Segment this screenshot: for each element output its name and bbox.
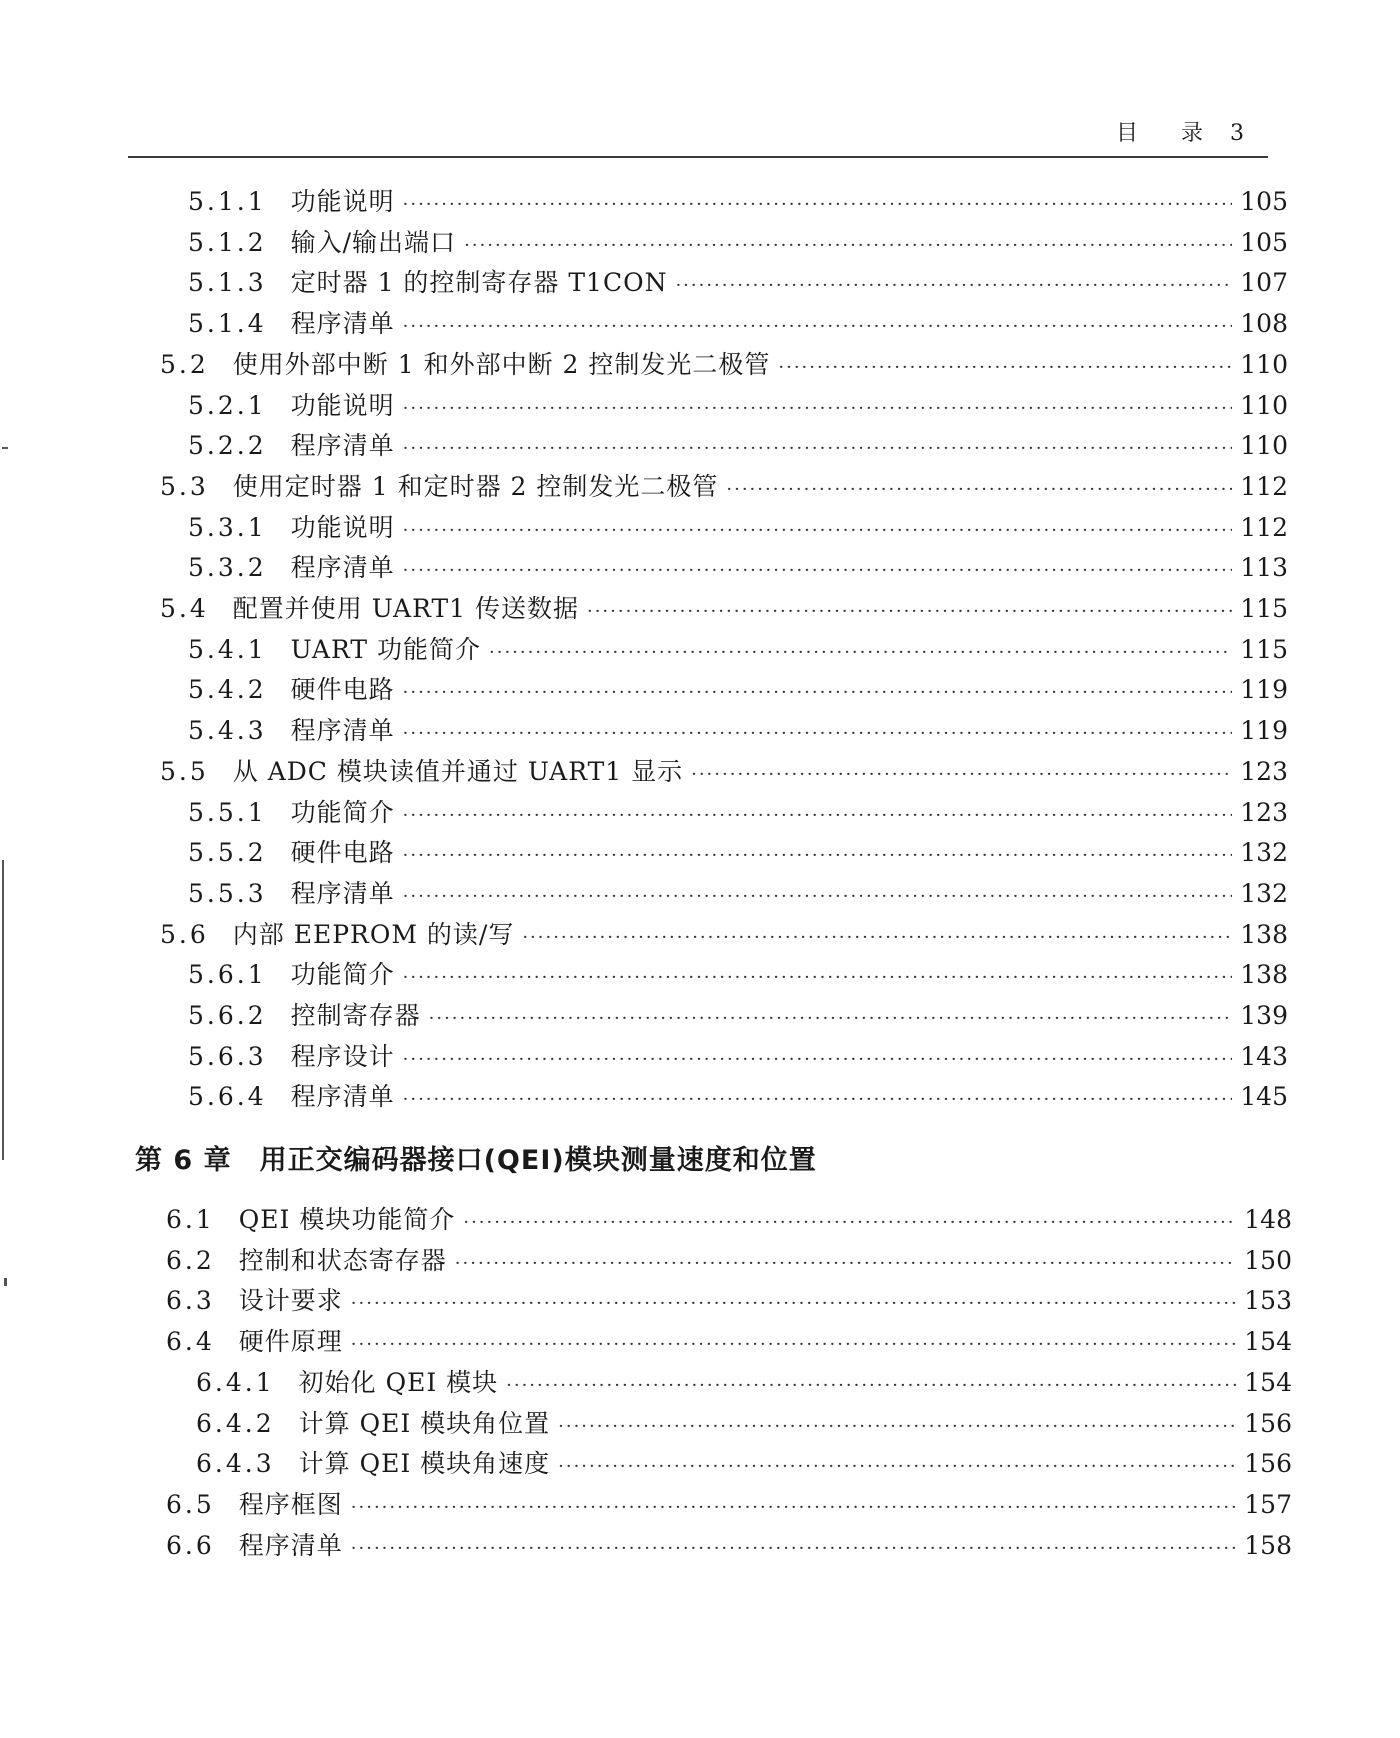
entry-title: 设计要求 bbox=[238, 1286, 343, 1316]
entry-title: 功能说明 bbox=[290, 187, 395, 216]
entry-number: 5.4.3 bbox=[188, 716, 267, 746]
entry-title: 程序清单 bbox=[290, 1082, 395, 1112]
toc-entry bbox=[188, 793, 1288, 833]
entry-page: 138 bbox=[1240, 919, 1288, 949]
entry-number: 6.4 bbox=[166, 1327, 215, 1357]
toc-entry bbox=[160, 467, 1288, 507]
toc-entry bbox=[196, 1363, 1292, 1403]
entry-page: 157 bbox=[1244, 1489, 1292, 1519]
entry-title: 程序框图 bbox=[238, 1489, 343, 1519]
entry-title: 功能简介 bbox=[290, 797, 395, 827]
toc-entry bbox=[188, 1077, 1288, 1117]
entry-title: QEI 模块功能简介 bbox=[238, 1205, 456, 1234]
entry-page: 123 bbox=[1240, 797, 1288, 827]
toc-entry bbox=[188, 386, 1288, 426]
toc-entry bbox=[166, 1485, 1292, 1525]
dot-leader bbox=[403, 836, 1233, 876]
entry-number: 6.3 bbox=[166, 1286, 215, 1316]
dot-leader bbox=[489, 633, 1232, 673]
toc-entry bbox=[160, 915, 1288, 955]
toc-entry bbox=[188, 426, 1288, 466]
entry-title: 硬件电路 bbox=[290, 675, 395, 705]
dot-leader bbox=[463, 1203, 1236, 1243]
entry-number: 6.2 bbox=[166, 1245, 215, 1275]
dot-leader bbox=[464, 226, 1232, 266]
toc-entry bbox=[166, 1281, 1292, 1321]
entry-page: 145 bbox=[1240, 1082, 1288, 1112]
dot-leader bbox=[403, 714, 1233, 754]
dot-leader bbox=[403, 877, 1233, 917]
dot-leader bbox=[403, 958, 1233, 998]
entry-page: 119 bbox=[1240, 716, 1288, 746]
entry-page: 115 bbox=[1240, 594, 1288, 623]
entry-title: 程序清单 bbox=[290, 309, 395, 339]
entry-page: 123 bbox=[1240, 756, 1288, 786]
entry-title: 输入/输出端口 bbox=[290, 227, 457, 257]
entry-number: 5.2.1 bbox=[188, 390, 267, 420]
entry-number: 5.6.3 bbox=[188, 1041, 267, 1071]
entry-page: 139 bbox=[1240, 1001, 1288, 1030]
toc-entry bbox=[188, 670, 1288, 710]
entry-number: 5.4.2 bbox=[188, 675, 267, 705]
entry-page: 138 bbox=[1240, 960, 1288, 990]
toc-entry bbox=[166, 1526, 1292, 1566]
toc-entry bbox=[188, 955, 1288, 995]
dot-leader bbox=[587, 592, 1232, 632]
entry-number: 6.5 bbox=[166, 1489, 215, 1519]
entry-title: 功能说明 bbox=[290, 390, 395, 420]
entry-page: 110 bbox=[1240, 431, 1288, 461]
chapter-label: 第 6 章 bbox=[135, 1145, 232, 1176]
dot-leader bbox=[726, 470, 1232, 510]
toc-entry bbox=[188, 548, 1288, 588]
entry-page: 107 bbox=[1240, 268, 1288, 298]
scan-mark bbox=[2, 860, 4, 1160]
entry-title: 程序清单 bbox=[290, 878, 395, 908]
header-label: 目 录 bbox=[1116, 121, 1221, 146]
toc-entry bbox=[188, 996, 1288, 1036]
entry-page: 108 bbox=[1240, 309, 1288, 339]
toc-entry bbox=[188, 223, 1288, 263]
dot-leader bbox=[403, 389, 1233, 429]
entry-number: 5.2 bbox=[160, 349, 209, 379]
chapter-heading bbox=[135, 1138, 817, 1177]
scan-mark bbox=[4, 1278, 7, 1286]
dot-leader bbox=[403, 307, 1233, 347]
dot-leader bbox=[691, 755, 1232, 795]
entry-title: 控制寄存器 bbox=[290, 1001, 421, 1030]
entry-title: 计算 QEI 模块角速度 bbox=[298, 1449, 551, 1479]
entry-number: 5.1.1 bbox=[188, 187, 267, 216]
entry-number: 5.4.1 bbox=[188, 634, 267, 664]
chapter-title: 用正交编码器接口(QEI)模块测量速度和位置 bbox=[259, 1145, 817, 1176]
toc-entry bbox=[160, 589, 1288, 629]
entry-page: 154 bbox=[1244, 1327, 1292, 1357]
entry-number: 5.1.3 bbox=[188, 268, 267, 298]
toc-entry bbox=[188, 630, 1288, 670]
entry-page: 150 bbox=[1244, 1245, 1292, 1275]
entry-title: 程序清单 bbox=[290, 431, 395, 461]
entry-title: 功能简介 bbox=[290, 960, 395, 990]
dot-leader bbox=[403, 551, 1233, 591]
entry-title: 程序清单 bbox=[238, 1530, 343, 1560]
dot-leader bbox=[778, 348, 1232, 388]
entry-title: 内部 EEPROM 的读/写 bbox=[232, 919, 515, 949]
dot-leader bbox=[455, 1244, 1237, 1284]
dot-leader bbox=[675, 266, 1232, 306]
toc-entry bbox=[188, 508, 1288, 548]
toc-entry bbox=[160, 345, 1288, 385]
entry-number: 5.5.1 bbox=[188, 797, 267, 827]
entry-title: 功能说明 bbox=[290, 512, 395, 542]
toc-entry bbox=[188, 1037, 1288, 1077]
entry-page: 110 bbox=[1240, 390, 1288, 420]
entry-page: 112 bbox=[1240, 471, 1288, 501]
entry-number: 5.3.2 bbox=[188, 553, 267, 583]
scan-mark bbox=[2, 447, 8, 449]
entry-number: 6.6 bbox=[166, 1530, 215, 1560]
entry-title: UART 功能简介 bbox=[290, 634, 481, 664]
dot-leader bbox=[403, 429, 1233, 469]
entry-number: 6.4.2 bbox=[196, 1408, 275, 1438]
toc-entry bbox=[188, 711, 1288, 751]
toc-entry bbox=[188, 304, 1288, 344]
entry-page: 132 bbox=[1240, 878, 1288, 908]
entry-title: 使用定时器 1 和定时器 2 控制发光二极管 bbox=[232, 471, 719, 501]
entry-title: 硬件电路 bbox=[290, 838, 395, 868]
entry-page: 119 bbox=[1240, 675, 1288, 705]
entry-page: 110 bbox=[1240, 349, 1288, 379]
entry-title: 程序清单 bbox=[290, 716, 395, 746]
entry-title: 定时器 1 的控制寄存器 T1CON bbox=[290, 268, 668, 298]
entry-number: 6.4.1 bbox=[196, 1367, 275, 1397]
entry-number: 5.3.1 bbox=[188, 512, 267, 542]
dot-leader bbox=[403, 185, 1233, 225]
entry-page: 113 bbox=[1240, 553, 1288, 583]
entry-page: 112 bbox=[1240, 512, 1288, 542]
entry-number: 5.6.2 bbox=[188, 1001, 267, 1030]
entry-page: 105 bbox=[1240, 227, 1288, 257]
toc-entry bbox=[188, 263, 1288, 303]
dot-leader bbox=[351, 1284, 1237, 1324]
entry-number: 5.6.1 bbox=[188, 960, 267, 990]
entry-title: 配置并使用 UART1 传送数据 bbox=[232, 594, 579, 623]
entry-title: 从 ADC 模块读值并通过 UART1 显示 bbox=[232, 756, 684, 786]
entry-number: 6.4.3 bbox=[196, 1449, 275, 1479]
entry-page: 156 bbox=[1244, 1449, 1292, 1479]
header-page-number: 3 bbox=[1230, 121, 1246, 146]
toc-entry bbox=[160, 752, 1288, 792]
dot-leader bbox=[403, 796, 1233, 836]
entry-number: 5.3 bbox=[160, 471, 209, 501]
entry-number: 5.4 bbox=[160, 594, 209, 623]
entry-page: 158 bbox=[1244, 1530, 1292, 1560]
entry-page: 115 bbox=[1240, 634, 1288, 664]
entry-number: 5.1.2 bbox=[188, 227, 267, 257]
entry-number: 5.5 bbox=[160, 756, 209, 786]
toc-entry bbox=[166, 1200, 1292, 1240]
entry-number: 5.2.2 bbox=[188, 431, 267, 461]
entry-title: 计算 QEI 模块角位置 bbox=[298, 1408, 551, 1438]
toc-entry bbox=[196, 1404, 1292, 1444]
entry-title: 程序设计 bbox=[290, 1041, 395, 1071]
entry-page: 148 bbox=[1244, 1205, 1292, 1234]
dot-leader bbox=[522, 918, 1232, 958]
entry-title: 程序清单 bbox=[290, 553, 395, 583]
entry-page: 154 bbox=[1244, 1367, 1292, 1397]
entry-number: 5.6.4 bbox=[188, 1082, 267, 1112]
entry-page: 143 bbox=[1240, 1041, 1288, 1071]
entry-number: 5.1.4 bbox=[188, 309, 267, 339]
dot-leader bbox=[558, 1407, 1236, 1447]
entry-title: 控制和状态寄存器 bbox=[238, 1245, 447, 1275]
dot-leader bbox=[558, 1447, 1236, 1487]
dot-leader bbox=[403, 1080, 1233, 1120]
entry-number: 5.6 bbox=[160, 919, 209, 949]
entry-title: 初始化 QEI 模块 bbox=[298, 1367, 499, 1397]
entry-title: 硬件原理 bbox=[238, 1327, 343, 1357]
dot-leader bbox=[351, 1488, 1237, 1528]
entry-title: 使用外部中断 1 和外部中断 2 控制发光二极管 bbox=[232, 349, 771, 379]
dot-leader bbox=[403, 1040, 1233, 1080]
toc-entry bbox=[188, 874, 1288, 914]
dot-leader bbox=[351, 1529, 1237, 1569]
dot-leader bbox=[351, 1325, 1237, 1365]
toc-entry bbox=[166, 1241, 1292, 1281]
entry-page: 153 bbox=[1244, 1286, 1292, 1316]
toc-entry bbox=[166, 1322, 1292, 1362]
entry-page: 105 bbox=[1240, 187, 1288, 216]
dot-leader bbox=[403, 511, 1233, 551]
toc-entry bbox=[196, 1444, 1292, 1484]
entry-number: 5.5.3 bbox=[188, 878, 267, 908]
entry-page: 132 bbox=[1240, 838, 1288, 868]
dot-leader bbox=[506, 1366, 1236, 1406]
entry-page: 156 bbox=[1244, 1408, 1292, 1438]
toc-entry bbox=[188, 833, 1288, 873]
dot-leader bbox=[429, 999, 1233, 1039]
entry-number: 5.5.2 bbox=[188, 838, 267, 868]
dot-leader bbox=[403, 673, 1233, 713]
toc-entry bbox=[188, 182, 1288, 222]
entry-number: 6.1 bbox=[166, 1205, 215, 1234]
